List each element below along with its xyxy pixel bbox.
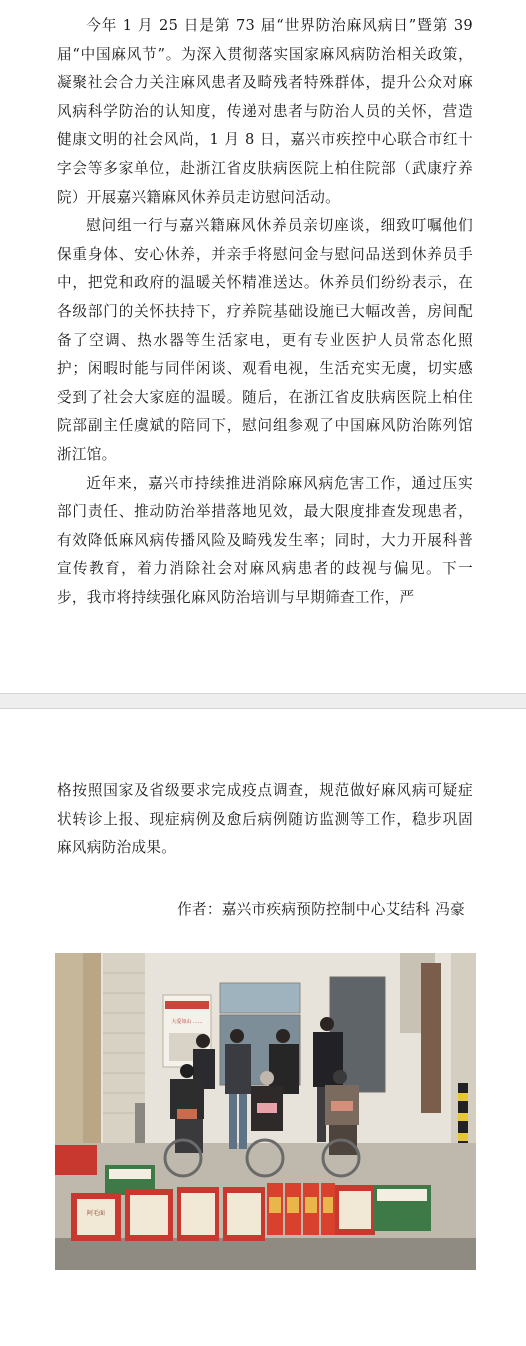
page-2	[0, 709, 526, 1346]
paragraph-continuation: 格按照国家及省级要求完成疫点调查，规范做好麻风病可疑症状转诊上报、现症病例及愈后病例随访监测等工作，稳步巩固麻风病防治成果。	[57, 782, 473, 857]
paragraph-2: 慰问组一行与嘉兴籍麻风休养员亲切座谈，细致叮嘱他们保重身体、安心休养，并亲手将慰问金与慰问品送到休养员手中，把党和政府的温暖关怀精准送达。休养员们纷纷表示，在各级部门的关怀扶持下，疗养院基础设施已大幅改善，房间配备了空调、热水器等生活家电，更有专业医护人员常态化照护；闲暇时能与同伴闲谈、观看电视，生活充实无虞，切实感受到了社会大家庭的温暖。随后，在浙江省皮肤病医院上柏住院部副主任虞斌的陪同下，慰问组参观了中国麻风防治陈列馆浙江馆。	[57, 217, 473, 463]
paragraph-3: 近年来，嘉兴市持续推进消除麻风病危害工作，通过压实部门责任、推动防治举措落地见效，最大限度排查发现患者，有效降低麻风病传播风险及畸残发生率；同时，大力开展科普宣传教育，着力消除社会对麻风病患者的歧视与偏见。下一步，我市将持续强化麻风防治培训与早期筛查工作，严	[57, 474, 473, 606]
article-body-continued	[57, 777, 473, 863]
poster-banner-text: 大爱如山 ......	[171, 1019, 203, 1025]
paragraph-1: 今年 1 月 25 日是第 73 届“世界防治麻风病日”暨第 39 届“中国麻风节”。为深入贯彻落实国家麻风病防治相关政策，凝聚社会合力关注麻风患者及畸残者特殊群体，提升公众对麻风病科学防治的认知度，传递对患者与防治人员的关怀，营造健康文明的社会风尚，1 月 8 日，嘉兴市疾控中心联合市红十字会等多家单位，赴浙江省皮肤病医院上柏住院部（武康疗养院）开展嘉兴籍麻风休养员走访慰问活动。	[57, 17, 473, 206]
gift-box-label: 阿毛面	[86, 1210, 106, 1217]
author-byline: 作者：嘉兴市疾病预防控制中心艾结科 冯豪	[177, 901, 465, 918]
article-body	[57, 12, 473, 612]
event-photo	[55, 953, 476, 1270]
page-break	[0, 693, 526, 709]
